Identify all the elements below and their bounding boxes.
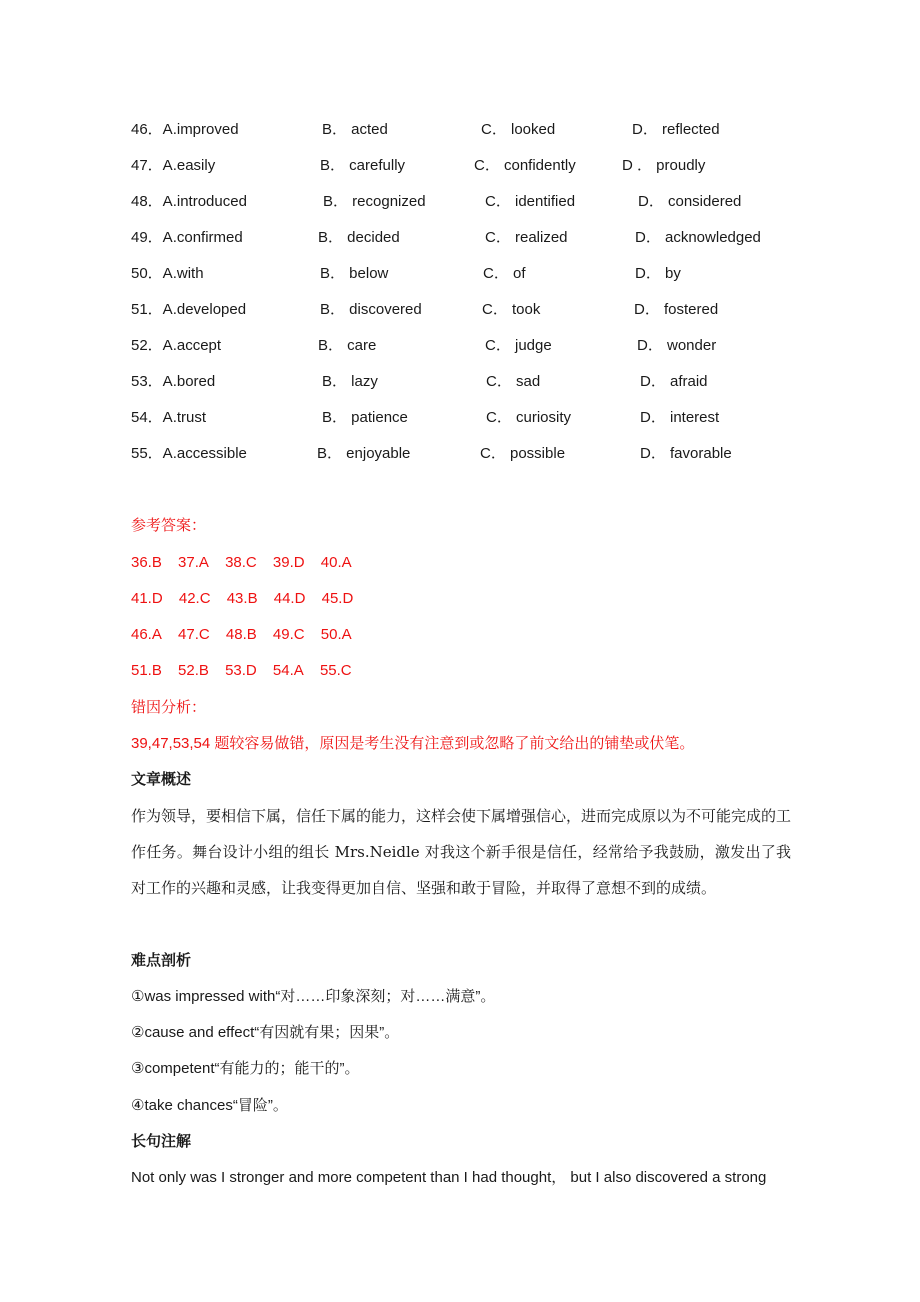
answer-item: 42.C [178, 590, 211, 607]
answer-item: 52.B [178, 662, 209, 679]
option-c: C． sad [486, 373, 541, 390]
option-a: 46．A.improved [131, 121, 239, 138]
option-c: C． of [483, 265, 526, 282]
long-sentence-text: Not only was I stronger and more competent than I had thought， but I also discovered a strong [131, 1169, 767, 1186]
answer-item: 36.B [131, 554, 162, 571]
option-a: 54．A.trust [131, 409, 207, 426]
answer-item: 47.C [178, 626, 210, 643]
option-d: D． acknowledged [635, 229, 761, 246]
answer-item: 51.B [131, 662, 162, 679]
option-b: B． carefully [320, 157, 406, 174]
option-d: D． considered [638, 193, 742, 210]
answer-item: 38.C [225, 554, 257, 571]
option-d: D． fostered [634, 301, 719, 318]
option-d: D． by [635, 265, 681, 282]
option-b: B． below [320, 265, 389, 282]
option-b: B． lazy [322, 373, 378, 390]
option-d: D． favorable [640, 445, 732, 462]
question-row-51 [0, 298, 920, 322]
option-c: C． possible [480, 445, 566, 462]
summary-heading: 文章概述 [131, 771, 192, 788]
answers-row [131, 623, 364, 647]
difficulty-item: ②cause and effect“有因就有果；因果”。 [131, 1024, 400, 1041]
answer-item: 54.A [272, 662, 304, 679]
option-a: 49．A.confirmed [131, 229, 243, 246]
difficulty-item: ①was impressed with“对……印象深刻；对……满意”。 [131, 988, 496, 1005]
option-c: C． curiosity [486, 409, 572, 426]
answer-item: 50.A [320, 626, 352, 643]
question-row-47 [0, 154, 920, 178]
option-a: 52．A.accept [131, 337, 222, 354]
option-b: B． patience [322, 409, 408, 426]
option-b: B． care [318, 337, 377, 354]
answer-item: 55.C [319, 662, 352, 679]
long-sentence-heading: 长句注解 [131, 1133, 192, 1150]
question-row-48 [0, 190, 920, 214]
option-d: D． wonder [637, 337, 717, 354]
option-b: B． acted [322, 121, 388, 138]
question-row-54 [0, 406, 920, 430]
option-a: 51．A.developed [131, 301, 247, 318]
option-d: D． afraid [640, 373, 708, 390]
option-a: 53．A.bored [131, 373, 216, 390]
error-analysis-title: 错因分析： [131, 699, 207, 716]
option-c: C． confidently [474, 157, 576, 174]
answer-item: 40.A [320, 554, 352, 571]
option-c: C． identified [485, 193, 576, 210]
answer-item: 48.B [225, 626, 257, 643]
answer-item: 45.D [321, 590, 354, 607]
option-b: B． recognized [323, 193, 426, 210]
option-d: D． reflected [632, 121, 720, 138]
option-d: D． interest [640, 409, 720, 426]
option-d: D ． proudly [622, 157, 706, 174]
answers-row [131, 587, 365, 611]
option-a: 48．A.introduced [131, 193, 247, 210]
difficulty-item: ④take chances“冒险”。 [131, 1097, 288, 1114]
difficulty-heading: 难点剖析 [131, 952, 192, 969]
option-a: 47．A.easily [131, 157, 216, 174]
answer-item: 41.D [131, 590, 163, 607]
question-row-55 [0, 442, 920, 466]
answer-item: 46.A [131, 626, 162, 643]
option-a: 55．A.accessible [131, 445, 247, 462]
answer-item: 39.D [272, 554, 305, 571]
question-row-49 [0, 226, 920, 250]
answer-item: 53.D [225, 662, 257, 679]
option-c: C． looked [481, 121, 556, 138]
option-b: B． discovered [320, 301, 422, 318]
difficulty-item: ③competent“有能力的；能干的”。 [131, 1060, 360, 1077]
question-row-50 [0, 262, 920, 286]
option-b: B． enjoyable [317, 445, 411, 462]
option-c: C． realized [485, 229, 568, 246]
answer-item: 44.D [273, 590, 306, 607]
option-c: C． judge [485, 337, 552, 354]
option-a: 50．A.with [131, 265, 204, 282]
option-c: C． took [482, 301, 541, 318]
option-b: B． decided [318, 229, 400, 246]
answers-row [131, 659, 364, 683]
question-row-53 [0, 370, 920, 394]
answers-title: 参考答案： [131, 517, 207, 534]
answer-item: 37.A [178, 554, 209, 571]
error-analysis-text: 39,47,53,54 题较容易做错，原因是考生没有注意到或忽略了前文给出的铺垫或伏笔。 [131, 735, 695, 752]
answer-item: 49.C [272, 626, 305, 643]
answer-item: 43.B [226, 590, 258, 607]
summary-paragraph: 作为领导，要相信下属，信任下属的能力，这样会使下属增强信心，进而完成原以为不可能完成的工作任务。舞台设计小组的组长 Mrs.Neidle 对我这个新手很是信任，经常给予我鼓励，激发出了我对工作的兴趣和灵感，让我变得更加自信、坚强和敢于冒险，并取得了意想不到的成绩。 [131, 807, 792, 897]
question-row-52 [0, 334, 920, 358]
answers-row [131, 551, 364, 575]
question-row-46 [0, 118, 920, 142]
